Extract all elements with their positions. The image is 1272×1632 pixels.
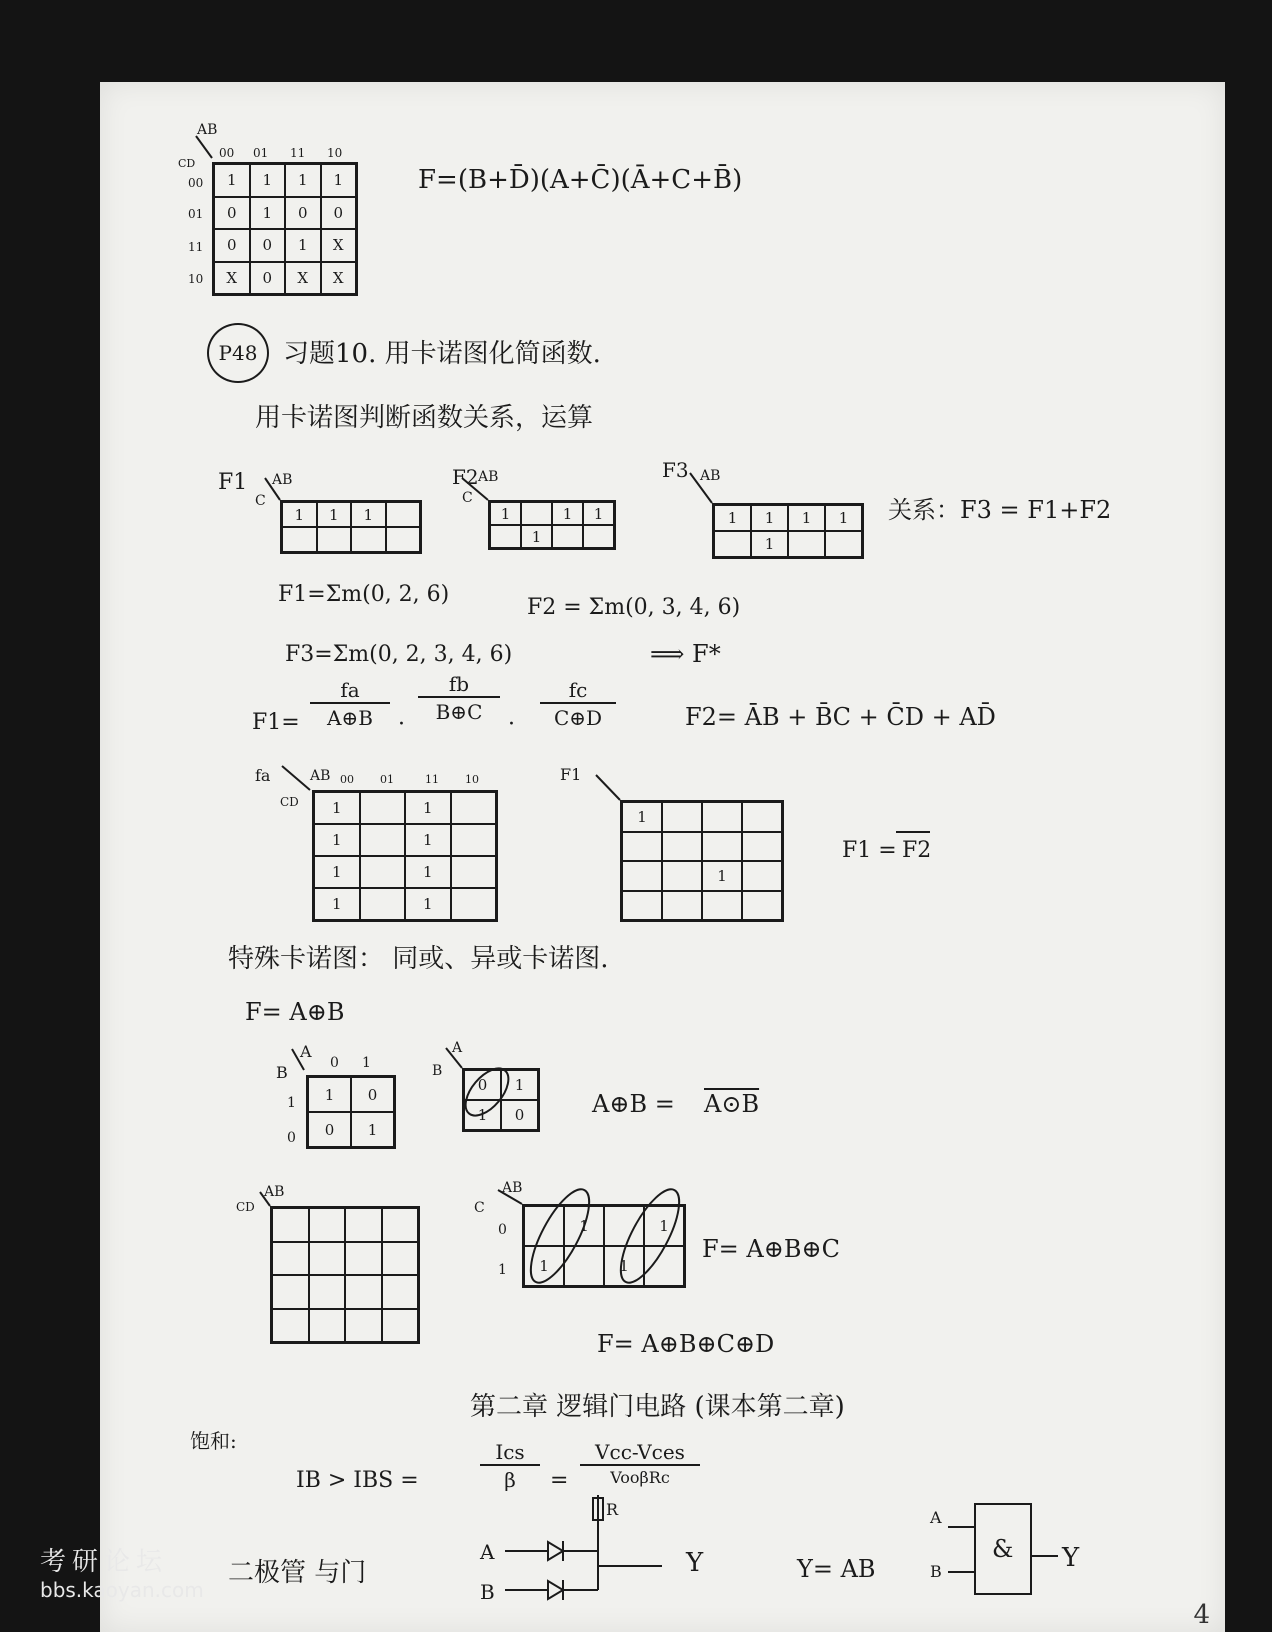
kmap1-col-header: 10 xyxy=(327,146,343,160)
kmap-cell xyxy=(382,1208,419,1242)
map-fa-corner-top: AB xyxy=(310,768,331,784)
kmap-cell: 1 xyxy=(501,1070,538,1100)
circuit-input-a: A xyxy=(480,1540,495,1564)
kmap-cell: 1 xyxy=(351,1112,394,1147)
map-fa-grid xyxy=(312,790,498,922)
kmap-cell xyxy=(451,792,497,824)
kmap-cell xyxy=(345,1275,382,1309)
page-number: 4 xyxy=(1193,1600,1210,1630)
kmap-cell xyxy=(451,856,497,888)
kmap-cell: 1 xyxy=(314,856,360,888)
kmap-cell: 1 xyxy=(405,888,451,920)
kmap-cell: 1 xyxy=(314,824,360,856)
map-f1-corner-left: C xyxy=(255,493,266,509)
xor-map1-corner-top: A xyxy=(300,1042,312,1061)
f1-product-prefix: F1= xyxy=(252,710,300,735)
kmap-cell: 0 xyxy=(308,1112,351,1147)
gate-and-symbol: & xyxy=(992,1535,1014,1563)
kmap-cell: 1 xyxy=(285,164,321,197)
kmap-cell xyxy=(662,802,702,832)
kmap-cell xyxy=(345,1309,382,1343)
kmap-cell: 1 xyxy=(317,502,352,527)
map-f1b-grid xyxy=(620,800,784,922)
map-fa-col-header: 01 xyxy=(380,773,394,786)
map-f1-grid xyxy=(280,500,422,554)
kmap-cell: 1 xyxy=(825,505,862,531)
map-f2-grid xyxy=(488,500,616,550)
kmap-cell: 1 xyxy=(521,525,552,548)
fraction-fc xyxy=(540,678,616,730)
kmap-cell: 1 xyxy=(405,856,451,888)
fraction-bottom: VooβRc xyxy=(580,1464,700,1487)
kmap-cell xyxy=(309,1208,346,1242)
map-fa-corner-left: CD xyxy=(280,795,299,809)
map-fa-label: fa xyxy=(255,766,271,785)
eq-f1-minterms: F1=Σm(0, 2, 6) xyxy=(278,582,450,607)
fraction-fb xyxy=(418,672,500,724)
kmap-cell xyxy=(742,861,782,891)
kmap-cell xyxy=(662,861,702,891)
kmap-cell xyxy=(345,1242,382,1276)
kmap1-corner-top: AB xyxy=(197,122,218,138)
kmap-cell: 1 xyxy=(622,802,662,832)
kmap1-row-header: 01 xyxy=(188,207,204,221)
xor-map2-grid xyxy=(462,1068,540,1132)
kmap-cell xyxy=(564,1246,604,1286)
kmap-cell: 1 xyxy=(214,164,250,197)
fraction-bottom: B⊕C xyxy=(418,696,500,724)
map-f1-corner-top: AB xyxy=(272,472,293,488)
kmap-cell: 1 xyxy=(524,1246,564,1286)
map-f1b-label: F1 xyxy=(560,765,582,784)
kmap-cell xyxy=(742,891,782,921)
kmap1-col-header: 00 xyxy=(219,146,235,160)
kmap-cell: 1 xyxy=(351,502,386,527)
kmap-cell xyxy=(382,1275,419,1309)
kmap-cell xyxy=(524,1206,564,1246)
problem-title: 习题10. 用卡诺图化简函数. xyxy=(283,339,601,369)
abc-map-row-header: 1 xyxy=(498,1262,507,1278)
xor-map2-corner-top: A xyxy=(452,1040,463,1056)
kmap-cell xyxy=(360,856,406,888)
kmap-cell xyxy=(272,1208,309,1242)
kmap-cell xyxy=(360,824,406,856)
kmap-cell: 1 xyxy=(250,164,286,197)
kmap-cell xyxy=(351,527,386,552)
gate-input-b: B xyxy=(930,1562,942,1581)
xor-map1-row-header: 0 xyxy=(287,1130,296,1146)
kmap-cell: 1 xyxy=(490,502,521,525)
map-fa-col-header: 00 xyxy=(340,773,354,786)
abc-map-row-header: 0 xyxy=(498,1222,507,1238)
kmap-cell: 1 xyxy=(250,197,286,230)
kmap-cell: 1 xyxy=(314,792,360,824)
abc-map-corner-top: AB xyxy=(502,1180,523,1196)
kmap-cell: 0 xyxy=(250,229,286,262)
fraction-bottom: β xyxy=(480,1464,540,1492)
kmap-cell: X xyxy=(214,262,250,295)
eq-fstar: ⟹ F* xyxy=(650,640,721,668)
map-f3-grid xyxy=(712,503,864,559)
map-f3-label: F3 xyxy=(662,458,689,482)
kmap-cell xyxy=(272,1242,309,1276)
map-f2-corner-top: AB xyxy=(478,469,499,485)
kmap-cell xyxy=(742,802,782,832)
f-abcd-eq: F= A⊕B⊕C⊕D xyxy=(597,1330,775,1358)
map-fa-col-header: 10 xyxy=(465,773,479,786)
watermark xyxy=(40,1541,204,1602)
kmap-cell xyxy=(360,888,406,920)
kmap-cell xyxy=(317,527,352,552)
kmap-cell xyxy=(272,1275,309,1309)
kmap-cell xyxy=(386,502,421,527)
xnor-complement: A⊙B xyxy=(704,1090,760,1118)
fraction-top: fa xyxy=(340,678,360,702)
fraction-top: fc xyxy=(568,678,588,702)
problem-badge: P48 xyxy=(207,323,269,383)
abc-map-corner-left: C xyxy=(474,1200,485,1216)
kmap-cell xyxy=(309,1275,346,1309)
kmap-cell: 1 xyxy=(464,1100,501,1130)
kmap-cell: 1 xyxy=(552,502,583,525)
kmap-cell: 1 xyxy=(564,1206,604,1246)
product-dot: · xyxy=(398,712,405,737)
kmap-cell xyxy=(644,1246,684,1286)
f2-sum-of-products: F2= ĀB + B̄C + C̄D + AD̄ xyxy=(685,703,996,731)
saturation-equals: = xyxy=(550,1468,569,1493)
kmap1-row-header: 10 xyxy=(188,272,204,286)
formula-f-product: F=(B+D̄)(A+C̄)(Ā+C+B̄) xyxy=(418,165,743,195)
eq-f2-minterms: F2 = Σm(0, 3, 4, 6) xyxy=(527,595,741,620)
watermark-url: bbs.kaoyan.com xyxy=(40,1578,204,1602)
xor-map1-grid xyxy=(306,1075,396,1149)
fraction-top: Vcc-Vces xyxy=(595,1440,685,1464)
kmap-cell: X xyxy=(321,229,357,262)
map-f3-corner-top: AB xyxy=(700,468,721,484)
kmap-cell: 1 xyxy=(285,229,321,262)
kmap-cell xyxy=(521,502,552,525)
abc-map-grid xyxy=(522,1204,686,1288)
kmap-cell: 0 xyxy=(464,1070,501,1100)
circuit-input-b: B xyxy=(480,1580,495,1604)
kmap-cell: 0 xyxy=(285,197,321,230)
saturation-label: 饱和: xyxy=(190,1429,237,1453)
kmap-cell: 1 xyxy=(405,824,451,856)
f2-complement: F2 xyxy=(902,838,932,863)
fraction-vcc xyxy=(580,1440,700,1487)
kmap-cell: 0 xyxy=(250,262,286,295)
kmap-cell xyxy=(788,531,825,557)
kmap-cell xyxy=(490,525,521,548)
fraction-ics-beta xyxy=(480,1440,540,1492)
map-f2-corner-left: C xyxy=(462,490,473,506)
kmap-cell xyxy=(282,527,317,552)
kmap-cell xyxy=(552,525,583,548)
circuit-output-y: Y xyxy=(686,1548,704,1578)
chapter-heading: 第二章 逻辑门电路 (课本第二章) xyxy=(470,1392,845,1422)
kmap-cell xyxy=(382,1309,419,1343)
kmap-cell xyxy=(702,832,742,862)
kmap-cell xyxy=(309,1309,346,1343)
kmap-cell xyxy=(345,1208,382,1242)
product-dot: · xyxy=(508,712,515,737)
kmap-cell xyxy=(583,525,614,548)
kmap-cell: 1 xyxy=(321,164,357,197)
f1-equals-label: F1 = xyxy=(842,838,897,863)
kmap1-row-header: 11 xyxy=(188,240,204,254)
fraction-top: fb xyxy=(448,672,470,696)
kmap1-col-header: 11 xyxy=(290,146,306,160)
kmap-cell xyxy=(622,861,662,891)
kmap1-col-header: 01 xyxy=(253,146,269,160)
kmap-cell xyxy=(662,832,702,862)
relation-text: 关系：F3 = F1+F2 xyxy=(888,496,1112,524)
f-abc-eq: F= A⊕B⊕C xyxy=(702,1235,840,1263)
kmap-cell: 1 xyxy=(604,1246,644,1286)
kmap-cell xyxy=(702,802,742,832)
empty-map-corner-top: AB xyxy=(264,1184,285,1200)
map-f1-label: F1 xyxy=(218,470,248,495)
kmap-cell: 1 xyxy=(714,505,751,531)
empty-map-grid xyxy=(270,1206,420,1344)
kmap-cell xyxy=(451,824,497,856)
fraction-bottom: A⊕B xyxy=(310,702,390,730)
kmap-cell xyxy=(622,891,662,921)
kmap-cell: 0 xyxy=(214,197,250,230)
kmap-cell: 1 xyxy=(702,861,742,891)
kmap-cell xyxy=(622,832,662,862)
kmap-cell: 0 xyxy=(501,1100,538,1130)
gate-output-y: Y xyxy=(1062,1543,1080,1573)
kmap-cell: X xyxy=(321,262,357,295)
diode-and-label: 二极管 与门 xyxy=(228,1558,367,1588)
kmap-cell xyxy=(604,1206,644,1246)
fraction-fa xyxy=(310,678,390,730)
xor-map2-corner-left: B xyxy=(432,1063,443,1079)
map-f2-label: F2 xyxy=(452,465,479,489)
kmap-cell xyxy=(702,891,742,921)
kmap1-grid xyxy=(212,162,358,296)
xor-map1-corner-left: B xyxy=(276,1063,288,1082)
circuit-resistor-r: R xyxy=(606,1500,619,1519)
kmap-cell xyxy=(309,1242,346,1276)
xor-map1-col-header: 0 xyxy=(330,1055,339,1071)
xor-map1-col-header: 1 xyxy=(362,1055,371,1071)
xor-map1-row-header: 1 xyxy=(287,1095,296,1111)
kmap-cell: 1 xyxy=(788,505,825,531)
kmap-cell: 1 xyxy=(751,531,788,557)
kmap-cell xyxy=(825,531,862,557)
saturation-lhs: IB > IBS = xyxy=(296,1468,419,1493)
kmap-cell: 1 xyxy=(644,1206,684,1246)
kmap-cell: X xyxy=(285,262,321,295)
kmap-cell xyxy=(386,527,421,552)
gate-input-a: A xyxy=(930,1508,942,1527)
kmap-cell xyxy=(714,531,751,557)
kmap-cell xyxy=(662,891,702,921)
fraction-bottom: C⊕D xyxy=(540,702,616,730)
kmap-cell: 1 xyxy=(583,502,614,525)
section-subtitle: 用卡诺图判断函数关系，运算 xyxy=(255,403,594,433)
empty-map-corner-left: CD xyxy=(236,1200,255,1214)
kmap-cell: 1 xyxy=(308,1077,351,1112)
fraction-top: Ics xyxy=(495,1440,525,1464)
kmap-cell: 0 xyxy=(321,197,357,230)
eq-f3-minterms: F3=Σm(0, 2, 3, 4, 6) xyxy=(285,642,513,667)
f-xor-eq: F= A⊕B xyxy=(245,998,345,1026)
kmap-cell: 0 xyxy=(351,1077,394,1112)
kmap-cell xyxy=(451,888,497,920)
special-kmap-title: 特殊卡诺图： 同或、异或卡诺图. xyxy=(228,944,609,974)
kmap-cell: 1 xyxy=(282,502,317,527)
kmap1-row-header: 00 xyxy=(188,176,204,190)
y-and-eq: Y= AB xyxy=(797,1555,876,1583)
kmap-cell: 1 xyxy=(405,792,451,824)
kmap-cell: 1 xyxy=(314,888,360,920)
watermark-cn: 考研论坛 xyxy=(40,1547,169,1577)
map-fa-col-header: 11 xyxy=(425,773,439,786)
kmap-cell xyxy=(382,1242,419,1276)
kmap1-corner-left: CD xyxy=(178,157,196,170)
kmap-cell: 1 xyxy=(751,505,788,531)
kmap-cell: 0 xyxy=(214,229,250,262)
kmap-cell xyxy=(272,1309,309,1343)
kmap-cell xyxy=(360,792,406,824)
xor-identity-lhs: A⊕B = xyxy=(592,1090,675,1118)
kmap-cell xyxy=(742,832,782,862)
